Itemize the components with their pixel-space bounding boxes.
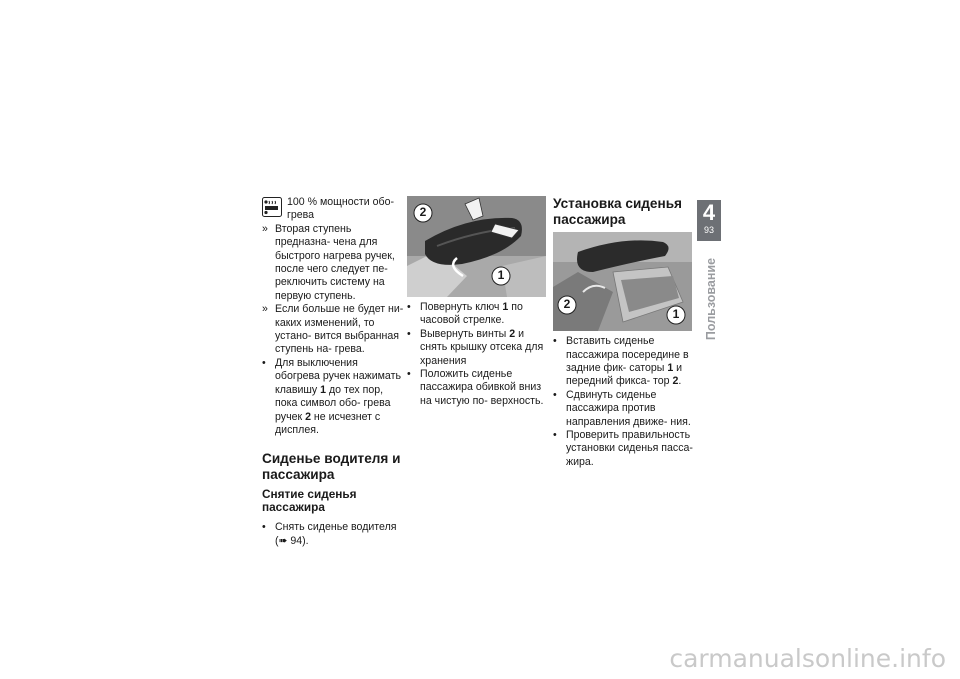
callout-2: 2	[563, 297, 571, 312]
callout-2: 2	[419, 205, 427, 219]
seat-install-photo	[553, 232, 692, 331]
heat-level-row	[262, 196, 404, 223]
section-title: Сиденье водителя и пассажира	[262, 451, 401, 482]
heating-steps	[262, 223, 404, 438]
install-steps	[553, 335, 693, 469]
column-1	[262, 196, 404, 548]
grip-heating-icon	[262, 197, 282, 217]
page-number: 93	[703, 225, 714, 235]
column-2	[407, 196, 549, 408]
install-title: Установка сиденья пассажира	[553, 196, 682, 227]
chapter-side-title: Пользование	[704, 257, 718, 341]
page-reference: (➠ 94).	[275, 534, 309, 547]
chapter-number: 4	[702, 200, 716, 225]
list-item: • Для выключения обогрева ручек нажимать клавишу 1 до тех пор, пока символ обо- грева ручек 2 не исчезнет с дисплея.	[262, 356, 401, 436]
seat-removal-photo	[407, 196, 546, 297]
callout-1: 1	[672, 307, 680, 322]
subsection-title: Снятие сиденья пассажира	[262, 486, 357, 515]
list-item: » Вторая ступень предназна- чена для быстрого нагрева ручек, после чего следует пе- реключить систему на первую ступень.	[262, 222, 395, 302]
list-item: • Сдвинуть сиденье пассажира против направления движе- ния.	[553, 388, 691, 428]
list-item: • Положить сиденье пассажира обивкой вниз на чистую по- верхность.	[407, 368, 544, 407]
remove-steps	[262, 521, 404, 548]
list-item: • Вывернуть винты 2 и снять крышку отсека для хранения	[407, 327, 544, 367]
list-item: • Вставить сиденье пассажира посередине в задние фик- саторы 1 и передний фикса- тор 2.	[553, 335, 689, 388]
watermark: carmanualsonline.info	[669, 644, 946, 673]
removal-steps	[407, 301, 549, 408]
list-item: • Повернуть ключ 1 по часовой стрелке.	[407, 301, 523, 327]
chapter-tab	[697, 200, 721, 241]
list-item: • Снять сиденье водителя (➠ 94).	[262, 521, 397, 547]
heat-level-text: 100 % мощности обо- грева	[287, 196, 395, 222]
list-item: » Если больше не будет ни- каких изменений, то устано- вится выбранная ступень на- грева.	[262, 303, 404, 356]
callout-1: 1	[497, 268, 505, 282]
side-title-wrap	[696, 248, 720, 358]
column-3	[553, 196, 693, 469]
list-item: • Проверить правильность установки сиденья пасса- жира.	[553, 429, 693, 468]
